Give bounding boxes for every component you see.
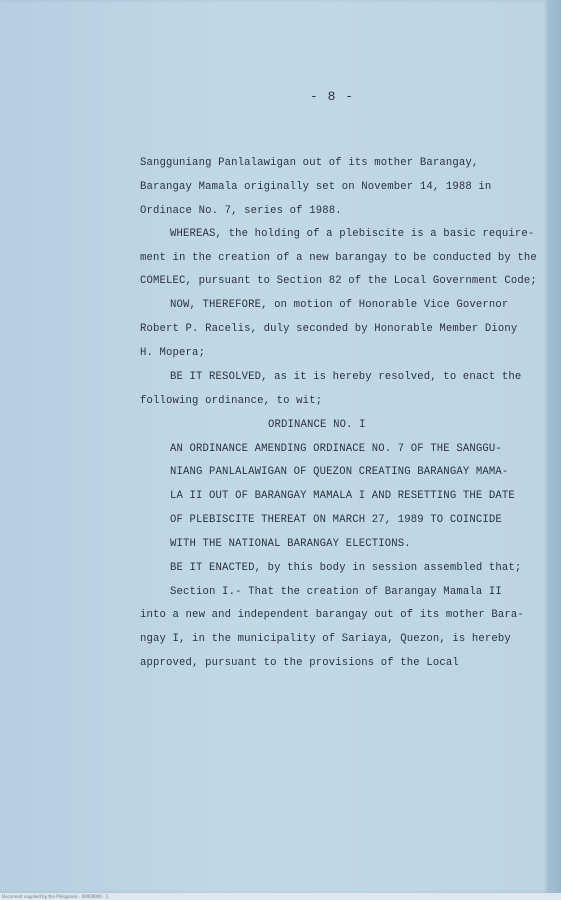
ordinance-title-line: LA II OUT OF BARANGAY MAMALA I AND RESETTING THE DATE	[170, 490, 515, 502]
body-line: Ordinace No. 7, series of 1988.	[140, 205, 342, 217]
page-edge	[548, 0, 561, 900]
body-line: Sangguniang Panlalawigan out of its mother Barangay,	[140, 157, 479, 169]
body-line: WHEREAS, the holding of a plebiscite is a basic require-	[170, 228, 535, 240]
body-line: following ordinance, to wit;	[140, 395, 323, 407]
body-line: Section I.- That the creation of Barangay Mamala II	[170, 586, 502, 598]
ordinance-heading: ORDINANCE NO. I	[268, 419, 366, 431]
ordinance-title-line: OF PLEBISCITE THEREAT ON MARCH 27, 1989 TO COINCIDE	[170, 514, 502, 526]
body-line: H. Mopera;	[140, 347, 206, 359]
body-line: BE IT ENACTED, by this body in session assembled that;	[170, 562, 522, 574]
body-line: Barangay Mamala originally set on November 14, 1988 in	[140, 181, 492, 193]
body-line: approved, pursuant to the provisions of the Local	[140, 657, 459, 669]
body-line: ment in the creation of a new barangay to be conducted by the	[140, 252, 537, 264]
ordinance-title-line: WITH THE NATIONAL BARANGAY ELECTIONS.	[170, 538, 411, 550]
page-number: - 8 -	[310, 89, 355, 104]
ordinance-title-line: AN ORDINANCE AMENDING ORDINACE NO. 7 OF THE SANGGU-	[170, 443, 502, 455]
ordinance-title-line: NIANG PANLALAWIGAN OF QUEZON CREATING BARANGAY MAMA-	[170, 466, 509, 478]
body-line: BE IT RESOLVED, as it is hereby resolved, to enact the	[170, 371, 522, 383]
body-line: ngay I, in the municipality of Sariaya, Quezon, is hereby	[140, 633, 511, 645]
body-line: NOW, THEREFORE, on motion of Honorable Vice Governor	[170, 299, 509, 311]
body-line: COMELEC, pursuant to Section 82 of the Local Government Code;	[140, 275, 537, 287]
body-line: Robert P. Racelis, duly seconded by Honorable Member Diony	[140, 323, 518, 335]
footer-note: Document supplied by the Philippines · 00000000 · 1	[2, 894, 109, 899]
body-line: into a new and independent barangay out of its mother Bara-	[140, 609, 524, 621]
